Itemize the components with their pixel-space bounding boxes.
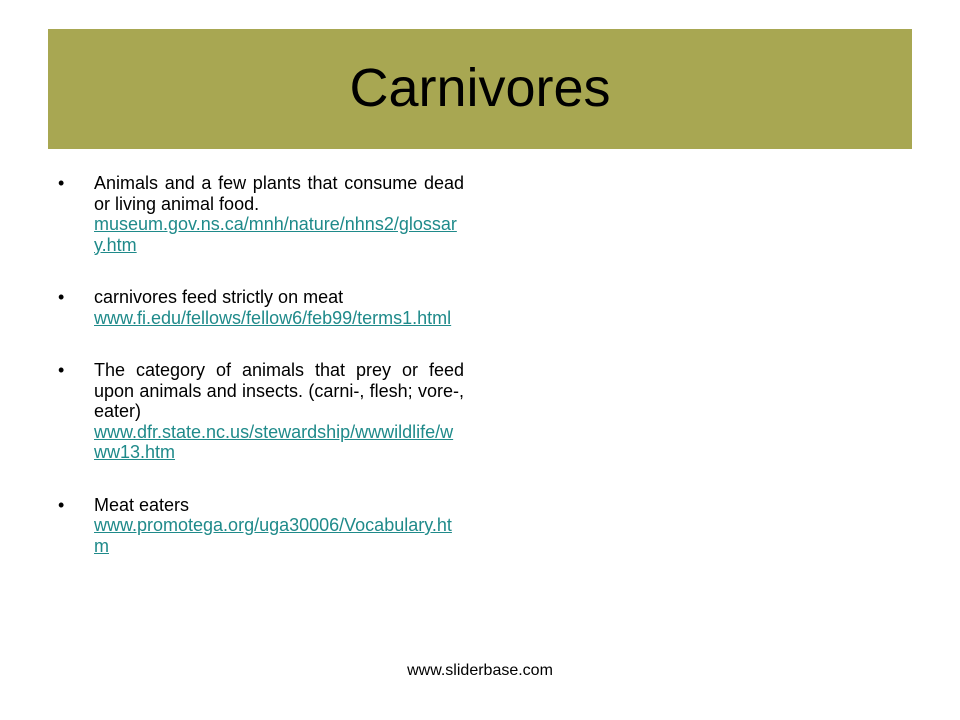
bullet-icon: •	[58, 173, 65, 193]
bullet-icon: •	[58, 494, 65, 515]
bullet-link[interactable]: www.fi.edu/fellows/fellow6/feb99/terms1.html	[94, 307, 452, 328]
bullet-list	[56, 173, 476, 588]
bullet-text: Animals and a few plants that consume dead or living animal food.	[94, 173, 464, 214]
bullet-item	[56, 173, 476, 255]
bullet-item	[56, 287, 476, 328]
bullet-text: The category of animals that prey or feed upon animals and insects. (carni-, flesh; vore-, eater)	[94, 360, 464, 421]
footer-url: www.sliderbase.com	[407, 662, 553, 679]
bullet-item	[56, 495, 476, 557]
bullet-icon: •	[58, 360, 65, 380]
bullet-icon: •	[58, 287, 65, 307]
title-bar	[48, 29, 912, 149]
bullet-link[interactable]: museum.gov.ns.ca/mnh/nature/nhns2/glossary.htm	[94, 214, 457, 255]
bullet-link[interactable]: www.promotega.org/uga30006/Vocabulary.htm	[94, 515, 452, 556]
bullet-text: carnivores feed strictly on meat	[94, 287, 344, 307]
slide-title: Carnivores	[349, 58, 611, 118]
bullet-item	[56, 360, 476, 463]
bullet-text: Meat eaters	[94, 494, 190, 515]
bullet-link[interactable]: www.dfr.state.nc.us/stewardship/wwwildlife/www13.htm	[94, 421, 454, 462]
